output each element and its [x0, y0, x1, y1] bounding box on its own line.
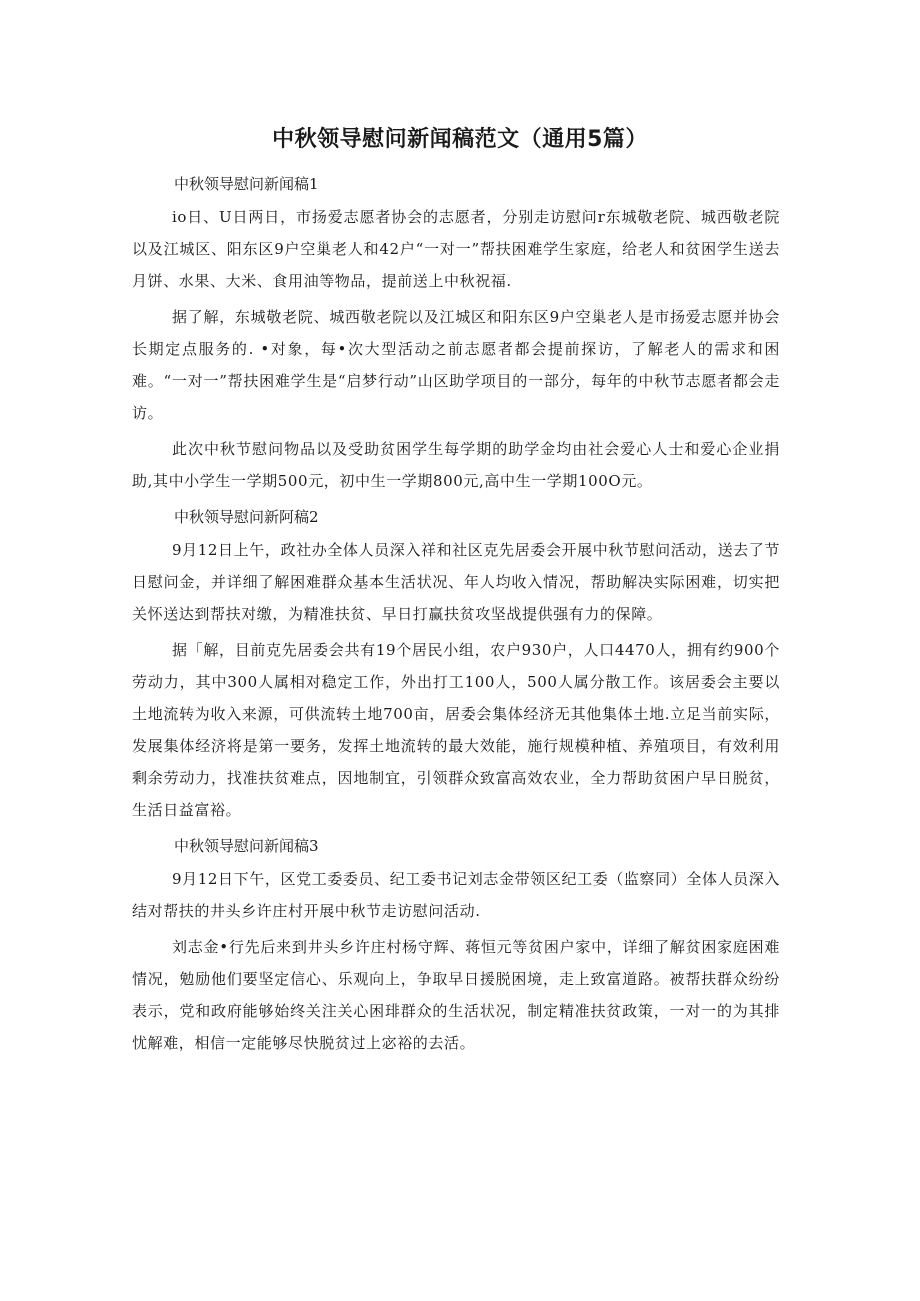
paragraph: 据了解，东城敬老院、城西敬老院以及江城区和阳东区9户空巢老人是市扬爱志愿并协会长期定点服务的. •对象，每•次大型活动之前志愿者都会提前探访，了解老人的需求和困难。“一对一”帮扶困难学生是“启梦行动”山区助学项目的一部分，每年的中秋节志愿者都会走访。 — [132, 308, 780, 422]
section-1 — [132, 168, 780, 497]
section-heading: 中秋领导慰问新闻稿1 — [174, 175, 319, 193]
section-heading: 中秋领导慰问新闻稿3 — [174, 837, 319, 855]
section-2 — [132, 501, 780, 826]
paragraph: 此次中秋节慰问物品以及受助贫困学生每学期的助学金均由社会爱心人士和爱心企业捐助,其中小学生一学期500元，初中生一学期800元,高中生一学期100O元。 — [132, 440, 780, 490]
section-3 — [132, 830, 780, 1059]
paragraph: io日、U日两日，市扬爱志愿者协会的志愿者，分别走访慰问r东城敬老院、城西敬老院以及江城区、阳东区9户空巢老人和42户“一对一”帮扶困难学生家庭，给老人和贫困学生送去月饼、水果、大米、食用油等物品，提前送上中秋祝福. — [132, 208, 780, 290]
document-title: 中秋领导慰问新闻稿范文（通用5篇） — [272, 127, 648, 152]
section-heading: 中秋领导慰问新阿稿2 — [174, 508, 319, 526]
paragraph: 刘志金•行先后来到井头乡许庄村杨守辉、蒋恒元等贫困户家中，详细了解贫困家庭困难情况，勉励他们要坚定信心、乐观向上，争取早日援脱困境，走上致富道路。被帮扶群众纷纷表示，党和政府能够始终关注关心困琲群众的生活状况，制定精准扶贫政策，一对一的为其排忧解难，相信一定能够尽快脱贫过上宓裕的去活。 — [132, 938, 780, 1052]
paragraph: 9月12日下午，区党工委委员、纪工委书记刘志金带领区纪工委（监察同）全体人员深入结对帮扶的井头乡许庄村开展中秋节走访慰问活动. — [132, 870, 780, 920]
paragraph: 9月12日上午，政社办全体人员深入祥和社区克先居委会开展中秋节慰问活动，送去了节日慰问金，并详细了解困难群众基本生活状况、年人均收入情况，帮助解决实际困难，切实把关怀送达到帮扶对缴，为精准扶贫、早日打赢扶贫攻坚战提供强有力的保障。 — [132, 541, 780, 623]
document-body — [132, 168, 780, 1063]
paragraph: 据「解，目前克先居委会共有19个居民小组，农户930户，人口4470人，拥有约900个劳动力，其中300人属相对稳定工作，外出打工100人，500人属分散工作。该居委会主要以土地流转为收入来源，可供流转土地700亩，居委会集体经济无其他集体土地.立足当前实际，发展集体经济将是第一要务，发挥土地流转的最大效能，施行规模种植、养殖项目，有效利用剩余劳动力，找准扶贫难点，因地制宜，引领群众致富高效农业，全力帮助贫困户早日脱贫，生活日益富裕。 — [132, 641, 780, 819]
